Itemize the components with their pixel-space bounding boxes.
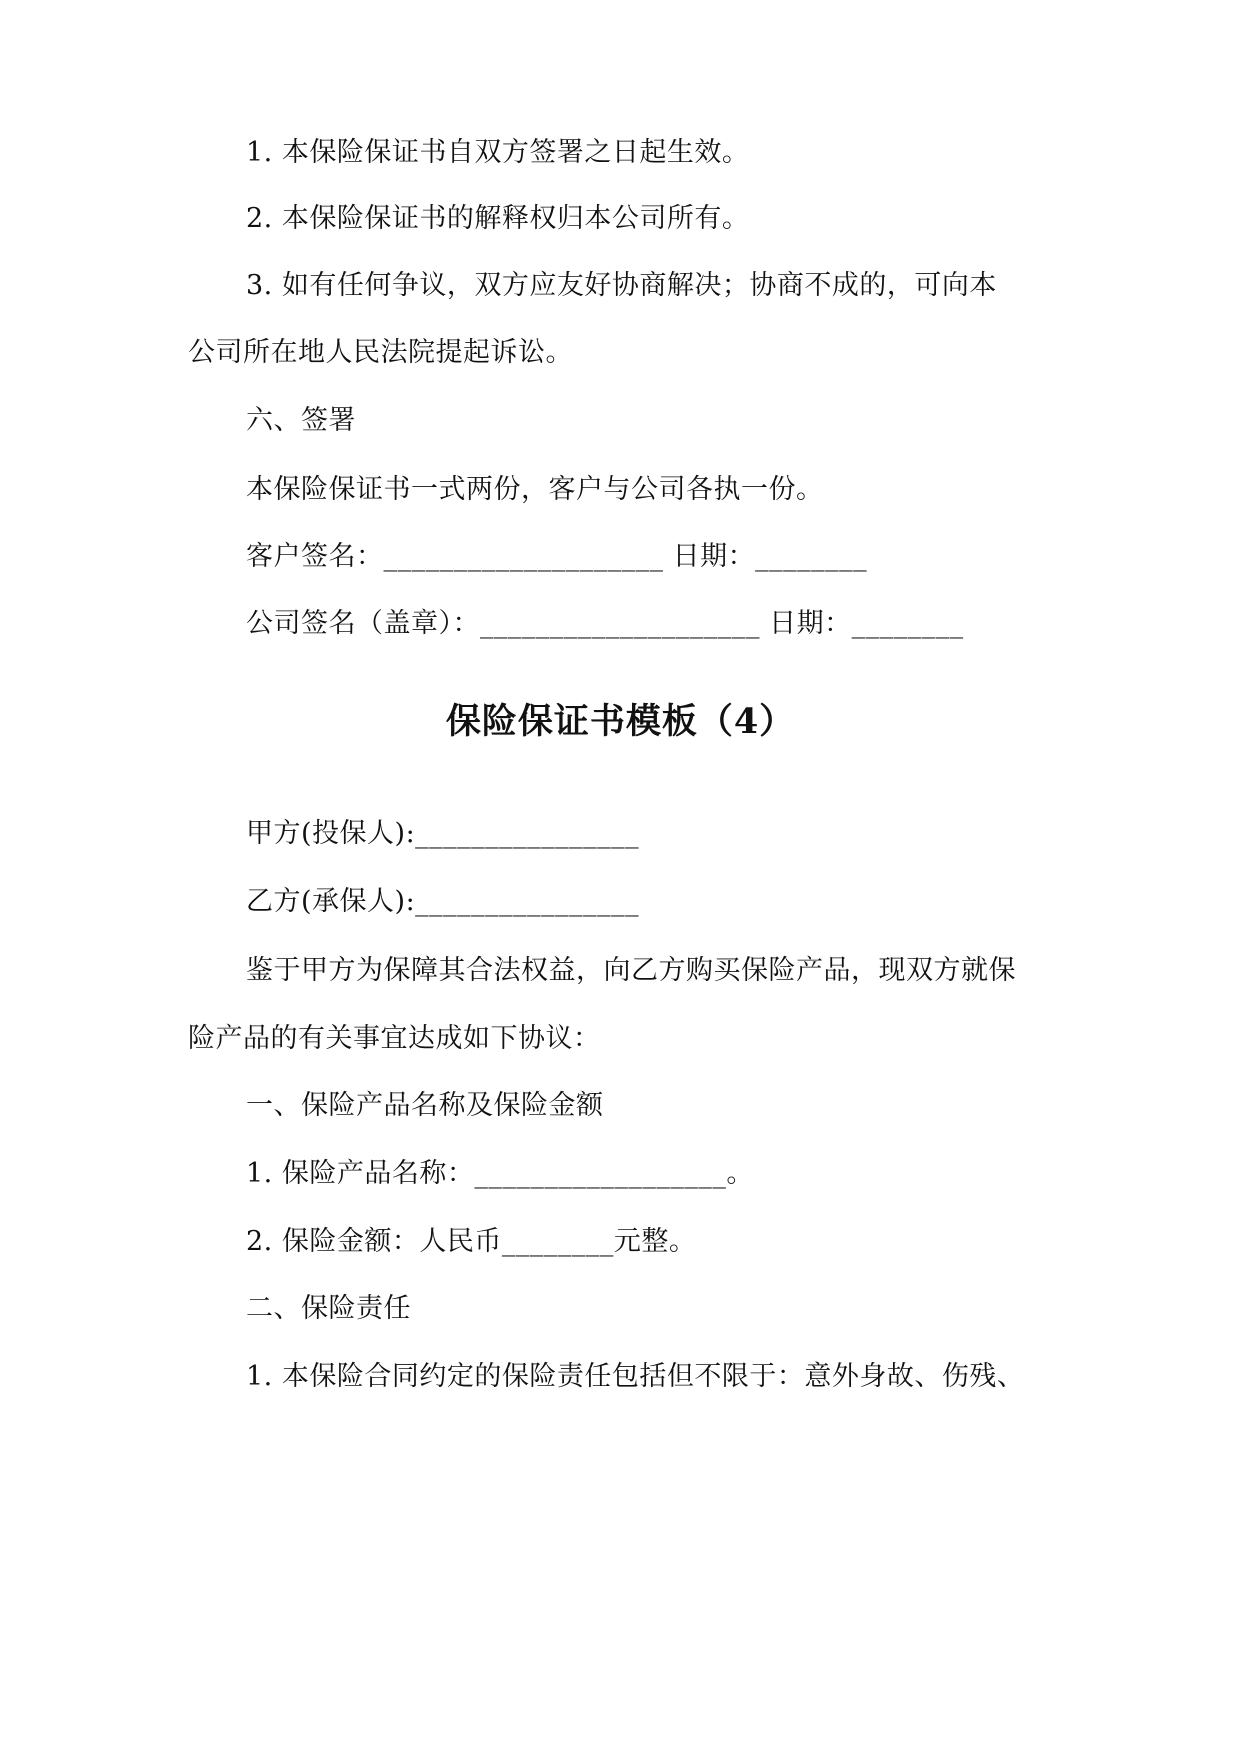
preamble-line-1: 鉴于甲方为保障其合法权益，向乙方购买保险产品，现双方就保 — [246, 955, 1016, 986]
signing-heading: 六、签署 — [246, 405, 356, 436]
liability-item-1: 1. 本保险合同约定的保险责任包括但不限于：意外身故、伤残、 — [246, 1361, 1025, 1392]
product-name-item: 1. 保险产品名称：__________________。 — [246, 1158, 754, 1189]
section-2-heading: 二、保险责任 — [246, 1293, 411, 1324]
clause-2-text: 2. 本保险保证书的解释权归本公司所有。 — [246, 203, 750, 234]
insured-amount-item: 2. 保险金额：人民币________元整。 — [246, 1226, 697, 1257]
page-title: 保险保证书模板（4） — [445, 701, 796, 742]
customer-signature-line: 客户签名：____________________ 日期：________ — [246, 541, 868, 572]
clause-3-text-line-2: 公司所在地人民法院提起诉讼。 — [188, 337, 573, 368]
clause-3-text-line-1: 3. 如有任何争议，双方应友好协商解决；协商不成的，可向本 — [246, 270, 997, 301]
company-signature-line: 公司签名（盖章）：____________________ 日期：________ — [246, 608, 964, 639]
copies-text: 本保险保证书一式两份，客户与公司各执一份。 — [246, 474, 824, 505]
party-b-line: 乙方(承保人):________________ — [246, 886, 640, 917]
clause-1-text: 1. 本保险保证书自双方签署之日起生效。 — [246, 137, 750, 168]
preamble-line-2: 险产品的有关事宜达成如下协议： — [188, 1023, 601, 1054]
section-1-heading: 一、保险产品名称及保险金额 — [246, 1090, 604, 1121]
party-a-line: 甲方(投保人):________________ — [246, 818, 640, 849]
